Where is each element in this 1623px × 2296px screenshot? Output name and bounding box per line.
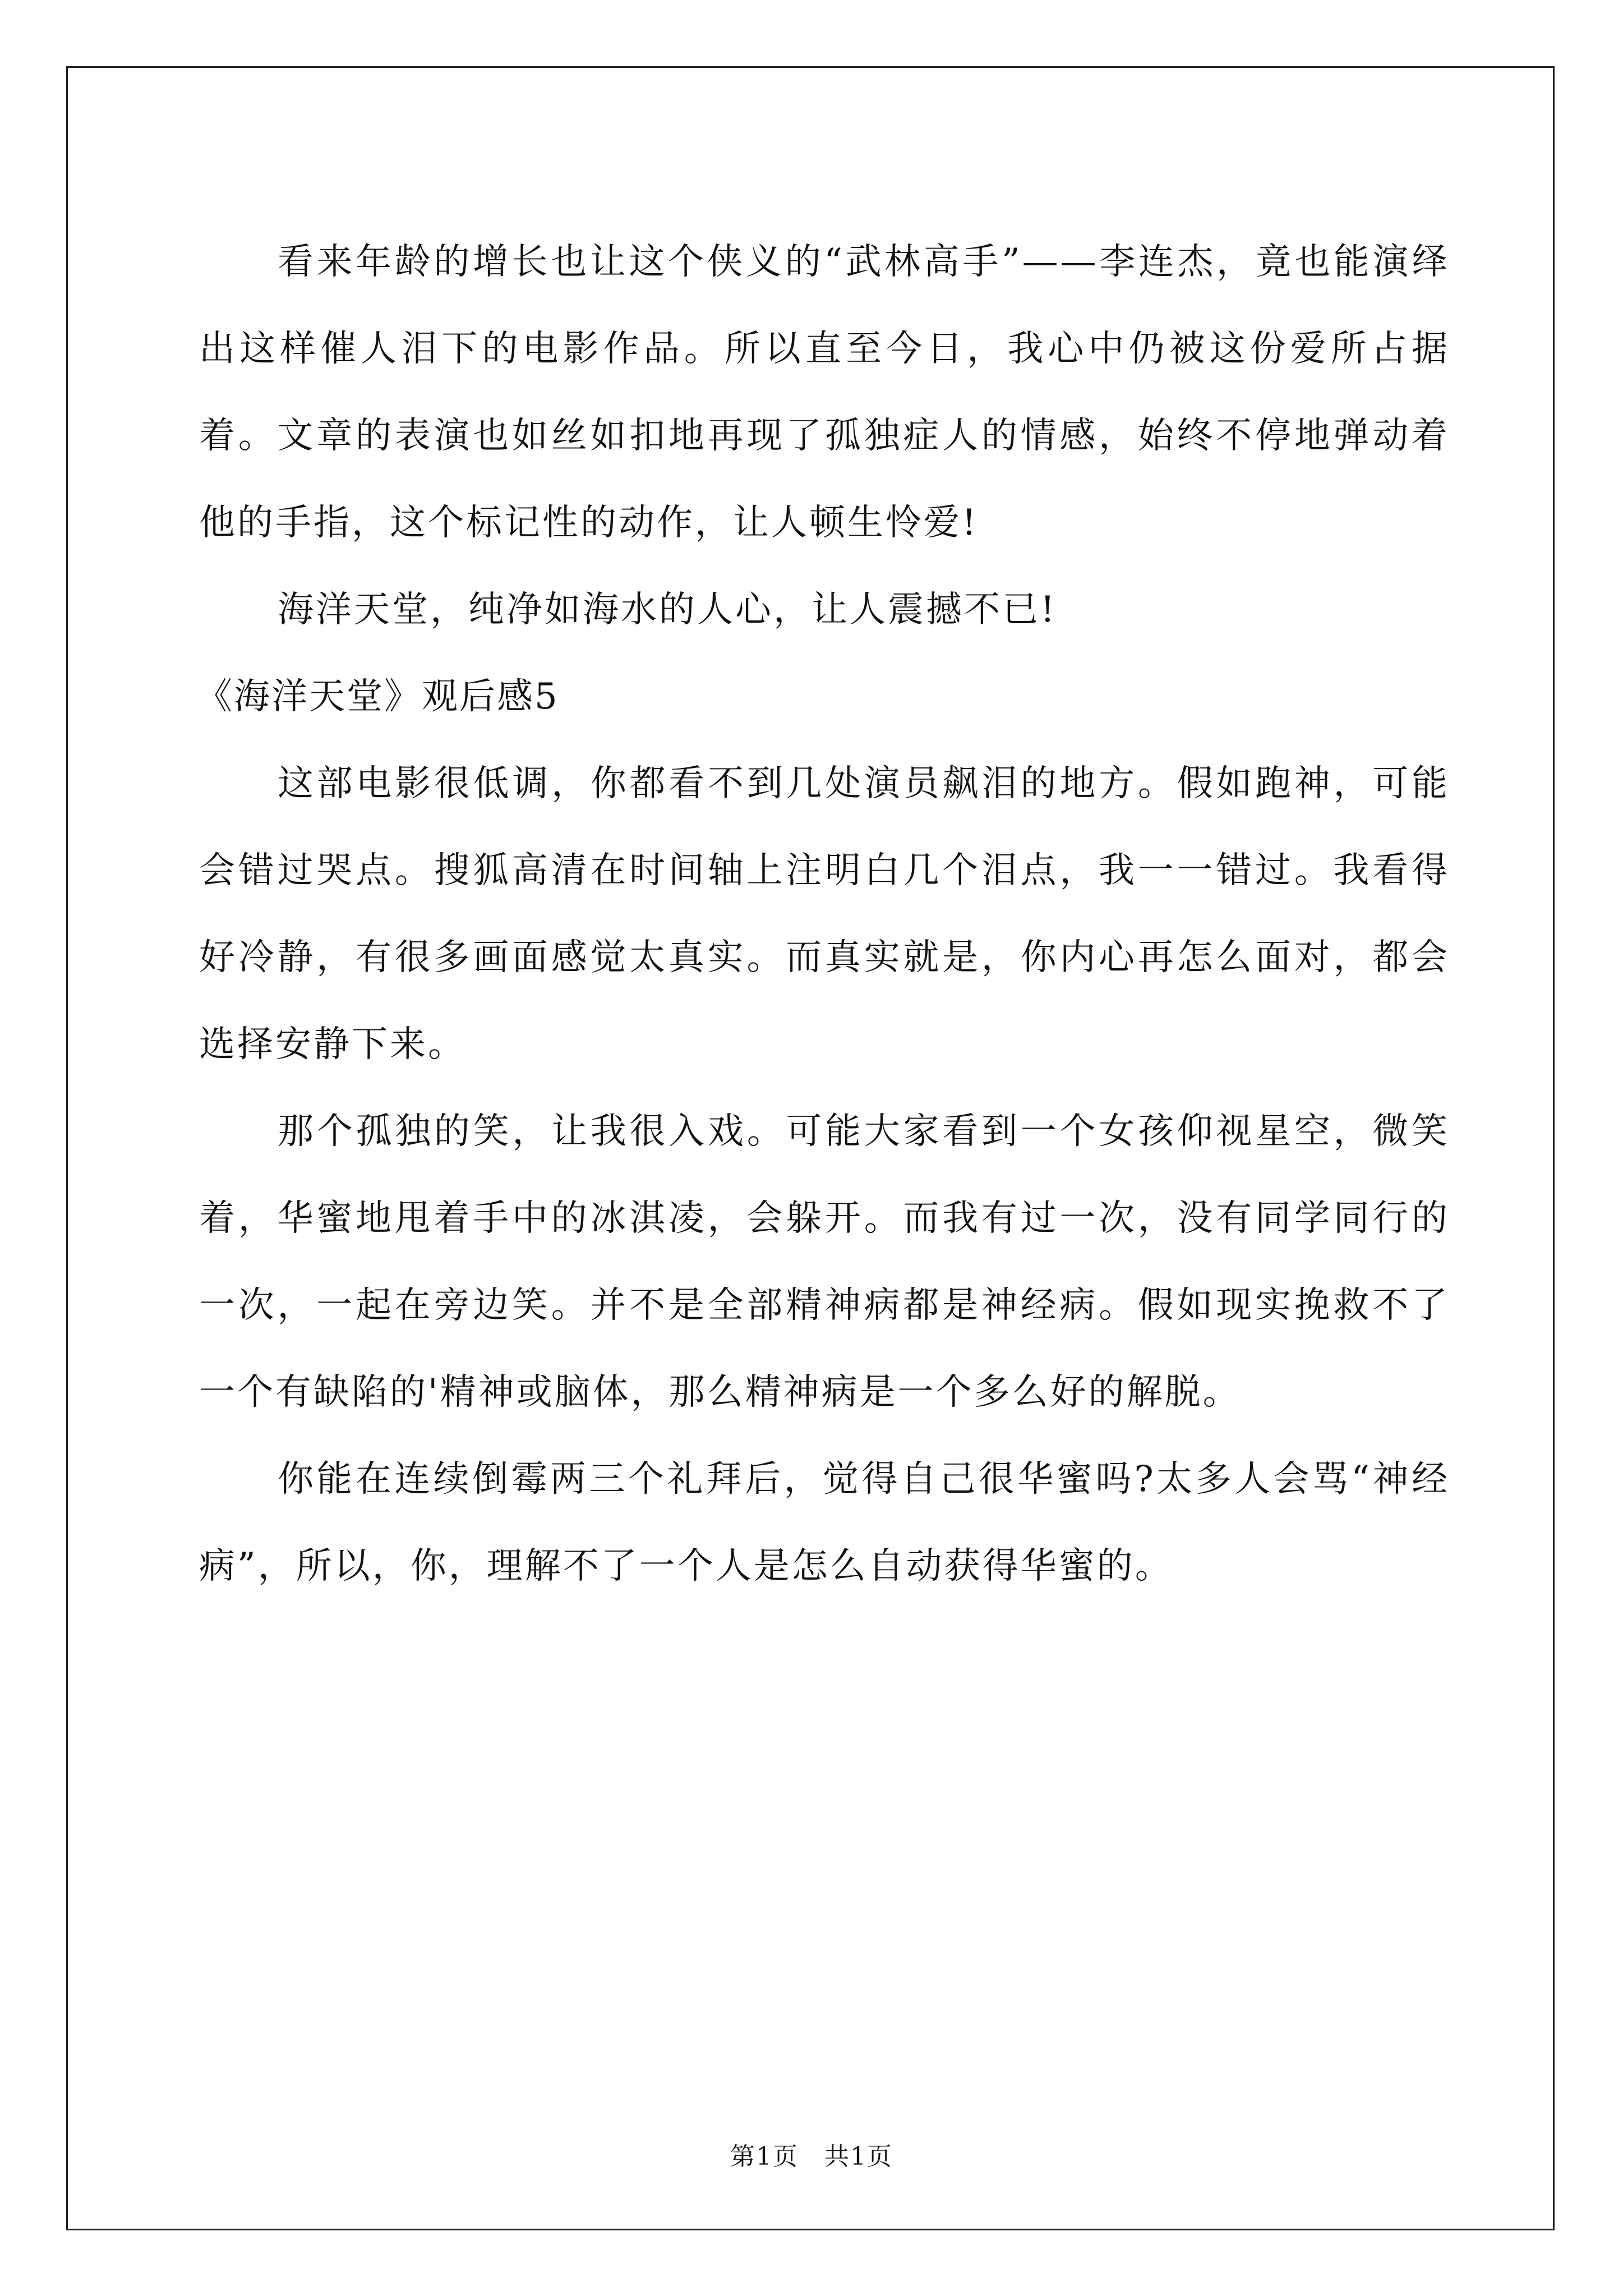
paragraph: 你能在连续倒霉两三个礼拜后，觉得自己很华蜜吗?太多人会骂“神经病”，所以，你，理解不了一个人是怎么自动获得华蜜的。	[199, 1458, 1450, 1587]
page-number-footer: 第1页 共1页	[730, 2142, 893, 2171]
paragraph: 海洋天堂，纯净如海水的人心，让人震撼不已!	[278, 589, 1057, 631]
paragraph: 看来年龄的增长也让这个侠义的“武林高手”——李连杰，竟也能演绎出这样催人泪下的电影作品。所以直至今日，我心中仍被这份爱所占据着。文章的表演也如丝如扣地再现了孤独症人的情感，始终不停地弹动着他的手指，这个标记性的动作，让人顿生怜爱!	[199, 241, 1450, 544]
paragraph: 那个孤独的笑，让我很入戏。可能大家看到一个女孩仰视星空，微笑着，华蜜地甩着手中的冰淇凌，会躲开。而我有过一次，没有同学同行的一次，一起在旁边笑。并不是全部精神病都是神经病。假如现实挽救不了一个有缺陷的'精神或脑体，那么精神病是一个多么好的解脱。	[199, 1111, 1450, 1413]
paragraph: 这部电影很低调，你都看不到几处演员飙泪的地方。假如跑神，可能会错过哭点。搜狐高清在时间轴上注明白几个泪点，我一一错过。我看得好冷静，有很多画面感觉太真实。而真实就是，你内心再怎么面对，都会选择安静下来。	[199, 763, 1450, 1065]
document-body	[196, 219, 1450, 1610]
section-heading: 《海洋天堂》观后感5	[196, 676, 559, 717]
